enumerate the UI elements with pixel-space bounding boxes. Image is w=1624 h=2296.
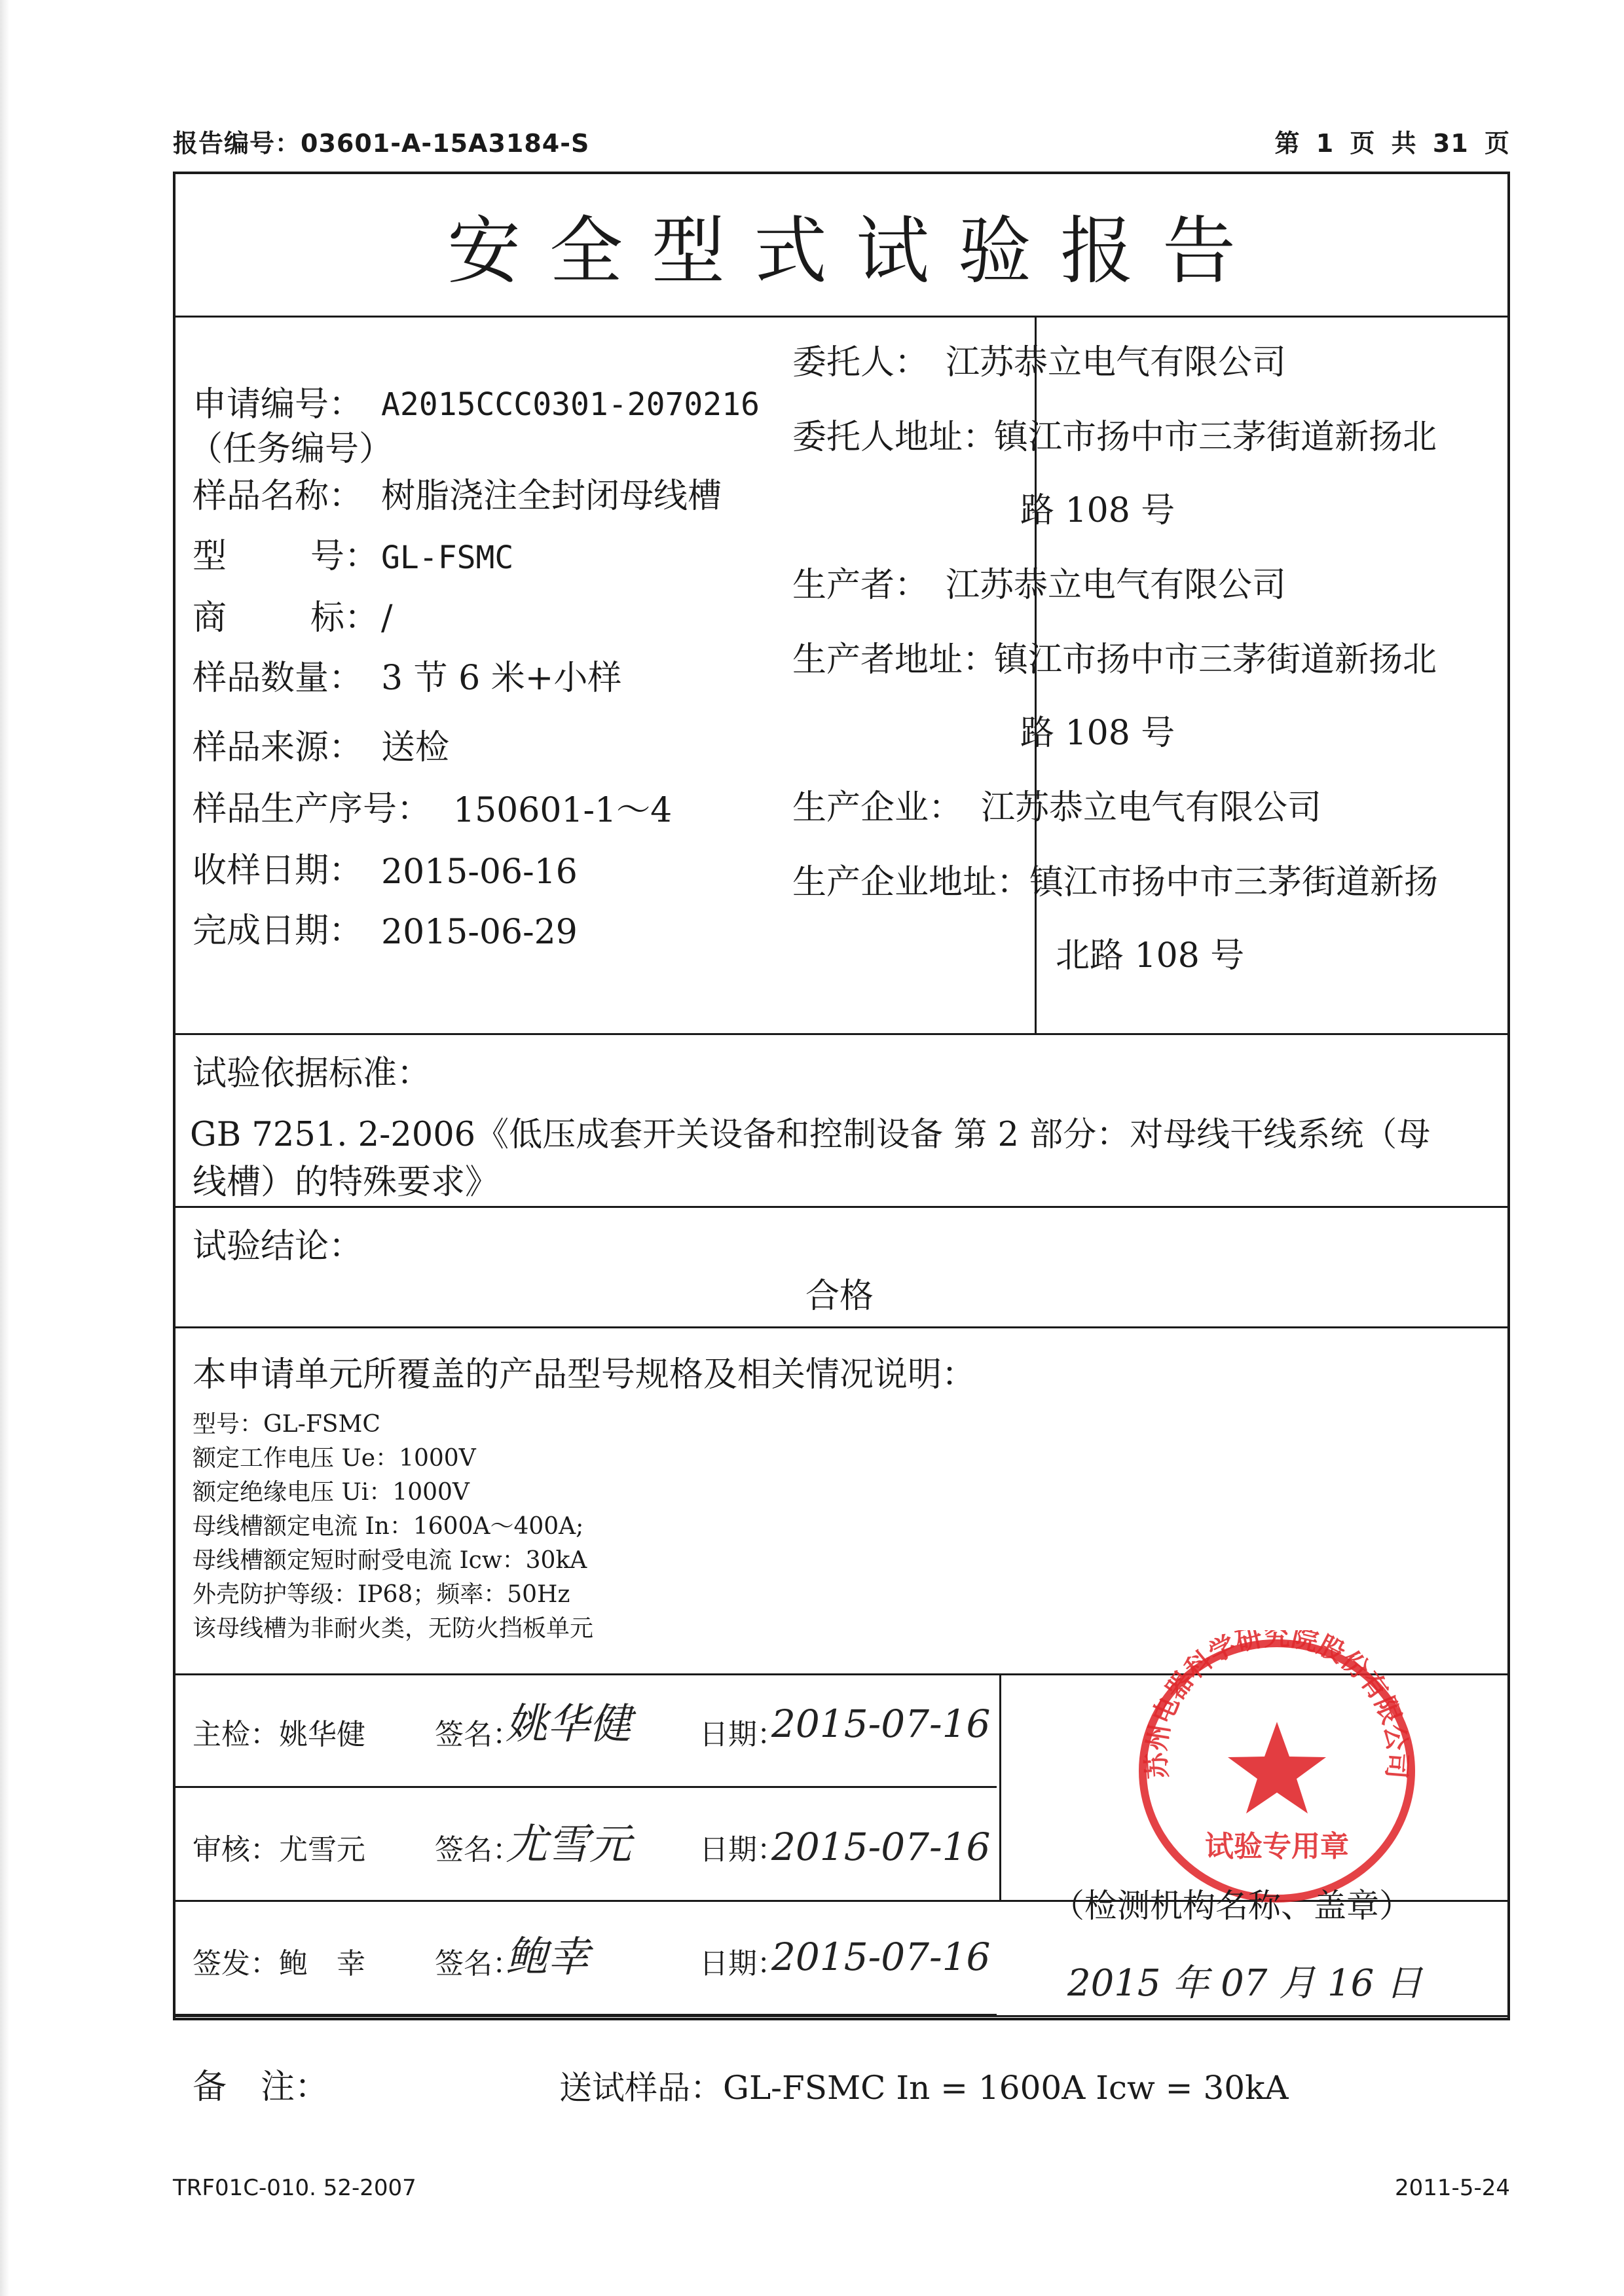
received-date-value: 2015-06-16 — [381, 852, 578, 892]
client-value: 江苏恭立电气有限公司 — [946, 343, 1287, 382]
factory-value: 江苏恭立电气有限公司 — [981, 788, 1322, 828]
scan-edge — [0, 0, 9, 2296]
brand-label-b: 标： — [310, 598, 379, 638]
spec-heading: 本申请单元所覆盖的产品型号规格及相关情况说明： — [193, 1355, 976, 1394]
spec-line: 额定工作电压 Ue：1000V — [193, 1445, 476, 1472]
reviewer-sign-label: 签名： — [435, 1833, 521, 1867]
rule-info — [175, 1033, 1507, 1035]
reviewer-date-label: 日期： — [699, 1833, 786, 1867]
producer-address-label: 生产者地址： — [792, 640, 997, 680]
reviewer-signature: 尤雪元 — [506, 1821, 631, 1869]
inspector-date-label: 日期： — [699, 1718, 786, 1751]
rule-title — [175, 316, 1507, 318]
rule-signoff-1 — [175, 1786, 997, 1788]
approver-signature: 鲍幸 — [506, 1933, 589, 1982]
standard-line1: GB 7251. 2-2006《低压成套开关设备和控制设备 第 2 部分：对母线干线系统（母 — [190, 1116, 1431, 1154]
form-number: TRF01C-010. 52-2007 — [173, 2175, 416, 2201]
rule-signoff-divider — [999, 1673, 1001, 1900]
rule-conclusion — [175, 1326, 1507, 1328]
conclusion-label: 试验结论： — [193, 1227, 363, 1266]
serial-value: 150601-1～4 — [453, 791, 673, 830]
application-no-value: A2015CCC0301-2070216 — [381, 386, 760, 423]
serial-label: 样品生产序号： — [193, 790, 432, 829]
sample-name-label: 样品名称： — [193, 477, 363, 516]
client-address-label: 委托人地址： — [792, 418, 997, 457]
stamp-date: 2015 年 07 月 16 日 — [1067, 1962, 1423, 2005]
producer-value: 江苏恭立电气有限公司 — [946, 566, 1287, 605]
producer-address-line2: 路 108 号 — [1020, 714, 1175, 753]
spec-line: 母线槽额定电流 In：1600A～400A; — [193, 1513, 584, 1540]
brand-label: 商 — [193, 598, 227, 638]
reviewer-role: 审核：尤雪元 — [193, 1833, 365, 1867]
rule-remark — [175, 2015, 1507, 2017]
factory-address-line2: 北路 108 号 — [1056, 936, 1245, 975]
seal-star-icon — [1228, 1722, 1326, 1813]
organization-note: （检测机构名称、盖章） — [1052, 1887, 1412, 1925]
brand-value: / — [381, 598, 393, 638]
seal-bottom-text: 试验专用章 — [1205, 1830, 1349, 1863]
remark-label: 备 注： — [193, 2068, 329, 2107]
spec-line: 型号：GL-FSMC — [193, 1411, 380, 1438]
model-label-b: 号： — [310, 537, 379, 576]
spec-line: 额定绝缘电压 Ui：1000V — [193, 1479, 470, 1506]
inspector-role: 主检：姚华健 — [193, 1718, 365, 1751]
model-value: GL-FSMC — [381, 539, 514, 576]
spec-line: 外壳防护等级：IP68；频率：50Hz — [193, 1581, 570, 1608]
remark-value: 送试样品：GL-FSMC In = 1600A Icw = 30kA — [559, 2069, 1289, 2107]
rule-remark-stub — [326, 2015, 328, 2016]
page-indicator: 第 1 页 共 31 页 — [1274, 129, 1510, 158]
received-date-label: 收样日期： — [193, 851, 363, 890]
rule-standard — [175, 1206, 1507, 1208]
spec-line: 该母线槽为非耐火类，无防火挡板单元 — [193, 1615, 594, 1642]
approver-sign-label: 签名： — [435, 1947, 521, 1980]
approver-date-label: 日期： — [699, 1947, 786, 1980]
conclusion-value: 合格 — [805, 1277, 874, 1316]
model-label: 型 — [193, 537, 227, 576]
seal-text: 苏州电器科学研究院股份有限公司 — [1141, 1630, 1412, 1780]
form-date: 2011-5-24 — [1395, 2175, 1510, 2201]
quantity-value: 3 节 6 米+小样 — [381, 659, 622, 698]
approver-date: 2015-07-16 — [771, 1935, 991, 1979]
standard-line2: 线槽）的特殊要求》 — [193, 1163, 500, 1202]
reviewer-date: 2015-07-16 — [771, 1825, 991, 1869]
sample-name-value: 树脂浇注全封闭母线槽 — [381, 477, 722, 516]
inspector-sign-label: 签名： — [435, 1718, 521, 1751]
approver-role: 签发：鲍 幸 — [193, 1947, 365, 1980]
report-title: 安全型式试验报告 — [447, 209, 1264, 294]
source-value: 送检 — [381, 728, 450, 767]
completion-date-value: 2015-06-29 — [381, 913, 578, 952]
spec-line: 母线槽额定短时耐受电流 Icw：30kA — [193, 1547, 587, 1574]
quantity-label: 样品数量： — [193, 659, 363, 698]
producer-address-line1: 镇江市扬中市三茅街道新扬北 — [994, 640, 1437, 680]
official-seal — [1126, 1630, 1428, 1905]
client-address-line2: 路 108 号 — [1020, 491, 1175, 530]
inspector-signature: 姚华健 — [506, 1700, 631, 1749]
factory-address-label: 生产企业地址： — [792, 863, 1031, 902]
inspector-date: 2015-07-16 — [771, 1702, 991, 1746]
producer-label: 生产者： — [792, 566, 929, 605]
task-no: （任务编号） — [189, 429, 394, 469]
factory-label: 生产企业： — [792, 788, 963, 828]
application-no-label: 申请编号： — [193, 385, 363, 424]
standard-label: 试验依据标准： — [193, 1054, 432, 1093]
client-label: 委托人： — [792, 343, 929, 382]
completion-date-label: 完成日期： — [193, 911, 363, 951]
source-label: 样品来源： — [193, 728, 363, 767]
report-number: 报告编号：03601-A-15A3184-S — [173, 129, 590, 158]
client-address-line1: 镇江市扬中市三茅街道新扬北 — [994, 418, 1437, 457]
factory-address-line1: 镇江市扬中市三茅街道新扬 — [1029, 863, 1439, 902]
